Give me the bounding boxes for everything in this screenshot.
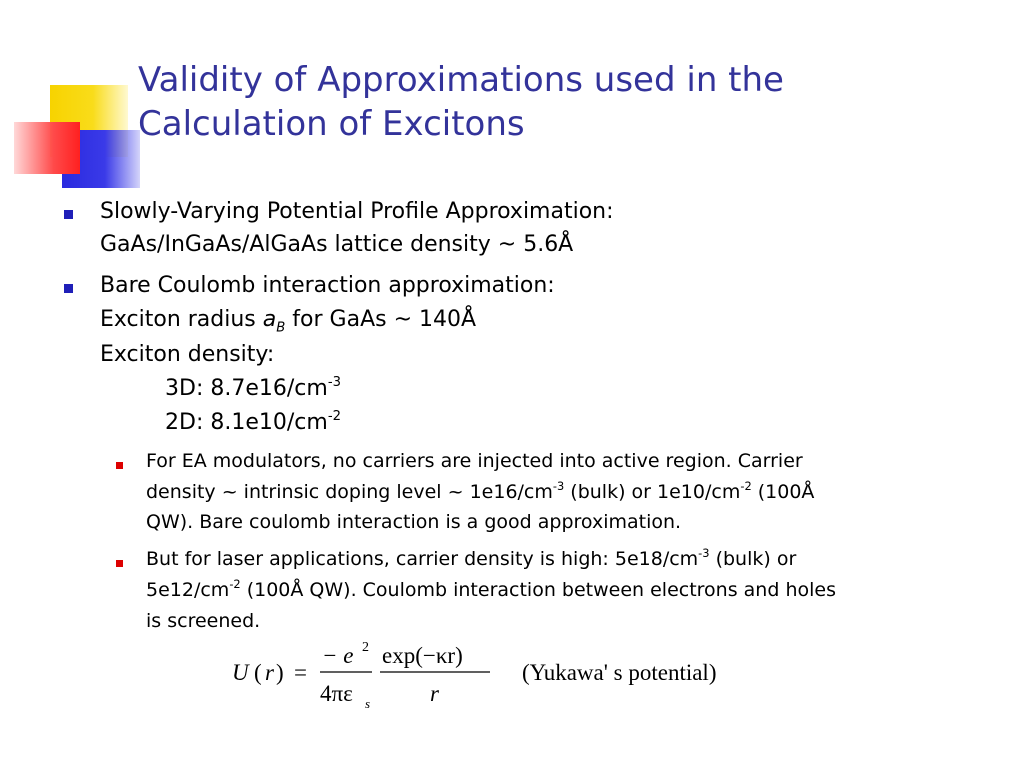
sub1-exp2: -2	[740, 478, 752, 493]
formula-den2: r	[430, 681, 439, 706]
sub2-line2-b: (100Å QW). Coulomb interaction between electrons and holes	[240, 579, 836, 601]
symbol-sub-b: B	[276, 320, 286, 336]
bullet2-line4	[165, 374, 341, 403]
bullet1-line2: GaAs/InGaAs/AlGaAs lattice density ~ 5.6Å	[100, 232, 574, 257]
formula-U: U	[232, 660, 249, 685]
bullet2-line1: Bare Coulomb interaction approximation:	[100, 273, 555, 298]
sub-bullet-marker	[116, 462, 123, 469]
sub2-line2	[146, 575, 836, 606]
formula-den1-sub: s	[365, 696, 371, 711]
slide-title-line2: Calculation of Excitons	[138, 104, 525, 144]
sub-bullet-marker	[116, 560, 123, 567]
formula-num2: exp(−κr)	[382, 643, 463, 668]
slide-title-line1: Validity of Approximations used in the	[138, 60, 784, 100]
sub2-line1-b: (bulk) or	[709, 548, 797, 570]
formula-equals: =	[294, 660, 307, 685]
sub2-line1	[146, 544, 796, 575]
exciton-radius-symbol	[262, 307, 286, 336]
formula-paren-close: )	[276, 660, 284, 685]
formula-paren-open: (	[254, 660, 262, 685]
bullet2-line2-post: for GaAs ~ 140Å	[285, 307, 477, 332]
sub2-exp1: -3	[698, 545, 710, 560]
sub1-line2-c: (100Å	[751, 481, 815, 503]
bullet2-line5	[165, 408, 341, 437]
formula-r: r	[265, 660, 274, 685]
density-2d-exp: -2	[327, 408, 341, 424]
bullet2-line2	[100, 305, 476, 334]
sub1-line2	[146, 477, 814, 508]
sub1-exp1: -3	[552, 478, 565, 493]
symbol-a: a	[262, 307, 277, 332]
formula-den1: 4πε	[320, 681, 353, 706]
bullet2-line3: Exciton density:	[100, 342, 275, 367]
bullet-marker	[64, 284, 73, 293]
sub2-exp2: -2	[229, 576, 241, 591]
sub2-line2-a: 5e12/cm	[146, 579, 230, 601]
density-3d-exp: -3	[327, 374, 341, 390]
formula-num1-exp: 2	[362, 640, 369, 655]
sub1-line1: For EA modulators, no carriers are injected into active region. Carrier	[146, 450, 803, 472]
bullet2-line2-pre: Exciton radius	[100, 307, 263, 332]
sub1-line2-b: (bulk) or 1e10/cm	[564, 481, 741, 503]
bullet-marker	[64, 210, 73, 219]
yukawa-formula	[230, 638, 790, 718]
sub2-line3: is screened.	[146, 610, 261, 632]
formula-note: (Yukawa' s potential)	[522, 660, 717, 685]
bullet1-line1: Slowly-Varying Potential Profile Approximation:	[100, 199, 614, 224]
sub1-line3: QW). Bare coulomb interaction is a good approximation.	[146, 511, 682, 533]
formula-num1: − e	[322, 643, 354, 668]
logo-red-square	[14, 122, 80, 174]
slide-title	[138, 58, 998, 146]
sub1-line2-a: density ~ intrinsic doping level ~ 1e16/cm	[146, 481, 553, 503]
density-3d-text: 3D: 8.7e16/cm	[165, 376, 328, 401]
density-2d-text: 2D: 8.1e10/cm	[165, 410, 328, 435]
sub2-line1-a: But for laser applications, carrier density is high: 5e18/cm	[146, 548, 699, 570]
